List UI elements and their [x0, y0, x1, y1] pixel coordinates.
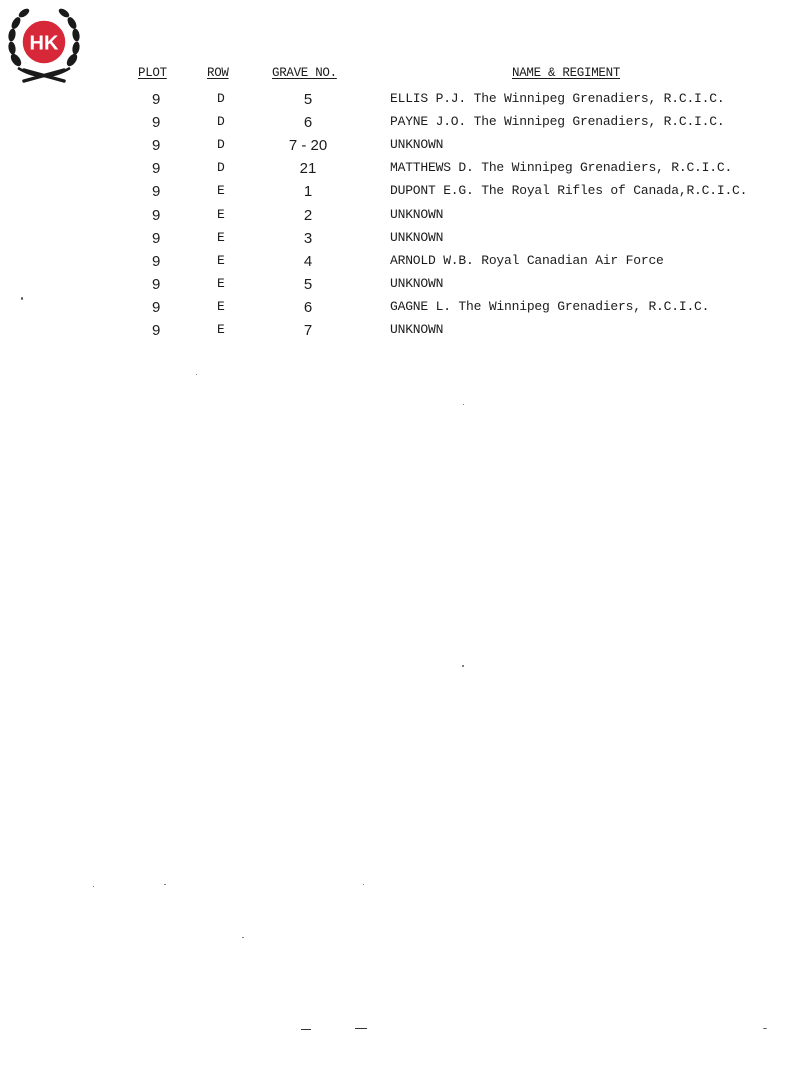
header-plot: PLOT	[138, 66, 167, 80]
grave-number-cell: 5	[303, 275, 313, 293]
scan-speck	[242, 937, 244, 938]
plot-cell: 9	[152, 322, 161, 339]
row-cell: D	[217, 114, 225, 130]
table-row	[0, 137, 800, 159]
plot-cell: 9	[152, 91, 161, 108]
table-row	[0, 114, 800, 136]
grave-number-cell: 3	[303, 229, 313, 247]
plot-cell: 9	[152, 206, 161, 224]
grave-number-cell: 4	[303, 252, 313, 270]
header-name-regiment: NAME & REGIMENT	[512, 66, 621, 80]
name-regiment-cell: UNKNOWN	[390, 206, 444, 222]
table-row	[0, 253, 800, 275]
table-row	[0, 299, 800, 321]
name-regiment-cell: DUPONT E.G. The Royal Rifles of Canada,R.C.I.C.	[390, 183, 748, 199]
scan-dash	[355, 1028, 367, 1029]
scan-speck	[763, 1028, 767, 1029]
grave-number-cell: 6	[303, 114, 313, 132]
table-row	[0, 230, 800, 252]
plot-cell: 9	[152, 252, 161, 270]
name-regiment-cell: MATTHEWS D. The Winnipeg Grenadiers, R.C.I.C.	[390, 160, 733, 176]
grave-number-cell: 21	[299, 160, 317, 178]
row-cell: D	[217, 137, 225, 153]
name-regiment-cell: ELLIS P.J. The Winnipeg Grenadiers, R.C.I.C.	[390, 91, 725, 106]
name-regiment-cell: UNKNOWN	[390, 137, 444, 153]
plot-cell: 9	[152, 137, 161, 155]
scan-speck	[164, 884, 166, 885]
table-row	[0, 207, 800, 229]
grave-number-cell: 7 - 20	[288, 137, 328, 155]
name-regiment-cell: PAYNE J.O. The Winnipeg Grenadiers, R.C.I.C.	[390, 114, 725, 130]
table-row	[0, 183, 800, 205]
table-row	[0, 160, 800, 182]
logo-monogram: HK	[29, 32, 59, 55]
row-cell: E	[217, 183, 225, 199]
grave-number-cell: 2	[303, 206, 313, 224]
table-row	[0, 276, 800, 298]
header-row: ROW	[207, 66, 229, 80]
grave-number-cell: 7	[303, 322, 313, 339]
table-row	[0, 91, 800, 113]
grave-number-cell: 5	[303, 91, 313, 108]
row-cell: D	[217, 91, 225, 106]
scan-dash	[301, 1029, 311, 1030]
plot-cell: 9	[152, 298, 161, 316]
scan-speck	[462, 665, 464, 667]
table-row	[0, 322, 800, 344]
plot-cell: 9	[152, 183, 161, 201]
header-grave-no: GRAVE NO.	[272, 66, 337, 80]
row-cell: D	[217, 160, 225, 176]
scan-speck	[363, 884, 364, 885]
row-cell: E	[217, 298, 225, 314]
row-cell: E	[217, 229, 225, 245]
name-regiment-cell: UNKNOWN	[390, 229, 444, 245]
grave-number-cell: 6	[303, 298, 313, 316]
row-cell: E	[217, 206, 225, 222]
name-regiment-cell: ARNOLD W.B. Royal Canadian Air Force	[390, 252, 664, 268]
row-cell: E	[217, 322, 225, 337]
name-regiment-cell: GAGNE L. The Winnipeg Grenadiers, R.C.I.C.	[390, 298, 710, 314]
plot-cell: 9	[152, 229, 161, 247]
plot-cell: 9	[152, 114, 161, 132]
row-cell: E	[217, 252, 225, 268]
scan-speck	[21, 297, 23, 300]
plot-cell: 9	[152, 160, 161, 178]
name-regiment-cell: UNKNOWN	[390, 275, 444, 291]
scan-speck	[463, 404, 464, 405]
scan-speck	[93, 886, 94, 887]
scan-speck	[196, 374, 197, 375]
name-regiment-cell: UNKNOWN	[390, 322, 444, 337]
grave-number-cell: 1	[303, 183, 313, 201]
row-cell: E	[217, 275, 225, 291]
laurel-wreath-logo	[6, 4, 82, 84]
plot-cell: 9	[152, 275, 161, 293]
